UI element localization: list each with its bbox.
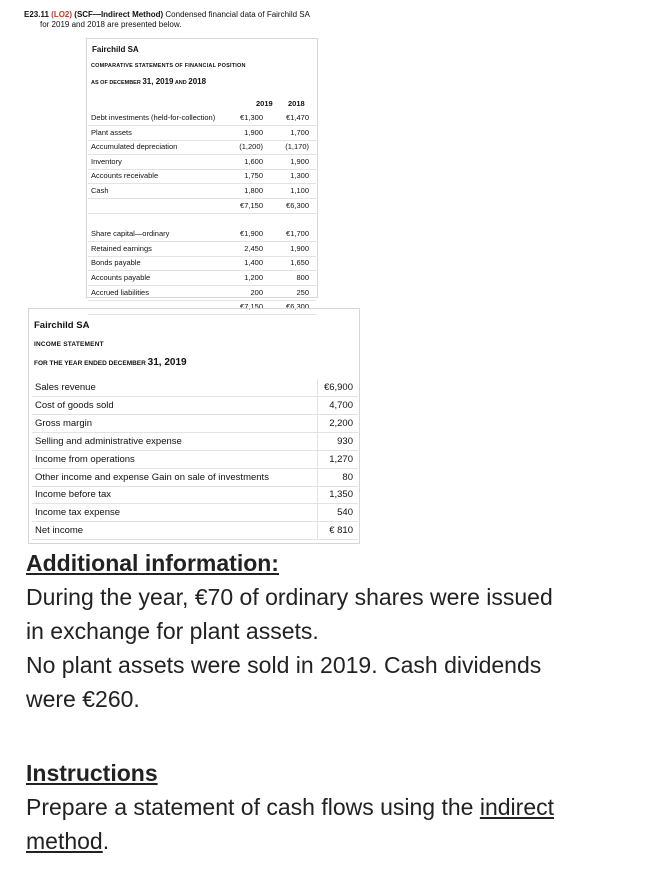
value-2018: (1,170)	[285, 142, 309, 152]
income-statement-title: INCOME STATEMENT	[34, 341, 104, 348]
additional-line-3: No plant assets were sold in 2019. Cash dividends	[26, 652, 542, 678]
additional-heading: Additional information:	[26, 550, 279, 576]
income-statement-row	[32, 451, 358, 469]
instructions-text-2	[26, 824, 636, 858]
balance-sheet-date-prefix: AS OF DECEMBER	[91, 80, 141, 86]
column-divider	[317, 415, 318, 432]
row-value: 1,350	[329, 489, 353, 501]
balance-sheet-row	[88, 286, 316, 301]
row-label: Accrued liabilities	[91, 287, 149, 297]
exercise-title: (SCF—Indirect Method)	[74, 10, 164, 19]
balance-sheet-row	[88, 184, 316, 199]
income-statement-row	[32, 486, 358, 504]
learning-objective: (LO2)	[51, 10, 73, 19]
balance-sheet-row	[88, 271, 316, 286]
column-divider	[317, 433, 318, 450]
value-2018: 1,100	[290, 186, 309, 195]
value-2018: €6,300	[286, 302, 309, 312]
value-2019: 2,450	[244, 243, 263, 253]
additional-line-2: in exchange for plant assets.	[26, 618, 319, 644]
row-label: Other income and expense Gain on sale of investments	[35, 471, 269, 483]
value-2018: 1,650	[290, 258, 309, 268]
exercise-title-line	[24, 10, 624, 20]
balance-sheet-company: Fairchild SA	[92, 45, 139, 54]
row-label: Accumulated depreciation	[91, 142, 178, 152]
row-label: Selling and administrative expense	[35, 435, 182, 447]
value-2018: €1,470	[286, 113, 309, 122]
balance-sheet-row	[88, 256, 316, 271]
income-statement-row	[32, 433, 358, 451]
value-2019: €1,300	[240, 113, 263, 122]
additional-line-4: were €260.	[26, 686, 140, 712]
row-label: Retained earnings	[91, 243, 152, 253]
exercise-header	[24, 10, 624, 30]
row-label: Income tax expense	[35, 507, 121, 519]
income-statement-row	[32, 522, 358, 540]
balance-sheet-date-and: AND	[174, 80, 187, 86]
exercise-code: E23.11	[24, 10, 49, 19]
instructions-text-start: Prepare a statement of cash flows using the	[26, 794, 480, 820]
income-statement-company: Fairchild SA	[34, 320, 90, 331]
column-header-2018: 2018	[288, 99, 305, 108]
balance-sheet-title: COMPARATIVE STATEMENTS OF FINANCIAL POSITION	[91, 63, 246, 69]
value-2018: 250	[296, 287, 309, 297]
row-value: 930	[337, 435, 353, 447]
value-2019: 1,800	[244, 186, 263, 195]
column-divider	[317, 379, 318, 396]
row-value: 1,270	[329, 453, 353, 465]
row-label: Gross margin	[35, 417, 93, 429]
row-label: Income before tax	[35, 489, 112, 501]
row-label: Accounts payable	[91, 273, 151, 282]
row-label: Sales revenue	[35, 382, 96, 393]
instructions-text	[26, 790, 636, 824]
row-value: €6,900	[323, 382, 353, 393]
income-statement-row	[32, 397, 358, 415]
value-2019: 1,600	[244, 156, 263, 166]
balance-sheet-row	[88, 111, 316, 126]
value-2018: €1,700	[286, 229, 309, 239]
income-statement-table	[28, 308, 360, 544]
value-2018: 800	[296, 273, 309, 282]
income-statement-row	[32, 379, 358, 397]
balance-sheet-row	[88, 140, 316, 155]
value-2019: €7,150	[240, 200, 263, 210]
balance-sheet-date	[91, 77, 206, 86]
income-statement-period-prefix: FOR THE YEAR ENDED DECEMBER	[34, 360, 146, 367]
instructions-heading: Instructions	[26, 760, 158, 786]
exercise-intro-2: for 2019 and 2018 are presented below.	[40, 20, 182, 29]
row-label: Cost of goods sold	[35, 399, 114, 411]
balance-sheet-row	[88, 199, 316, 214]
balance-sheet-row	[88, 169, 316, 184]
column-divider	[317, 451, 318, 468]
column-divider	[317, 397, 318, 414]
instructions	[26, 756, 636, 858]
income-statement-period	[34, 357, 187, 368]
income-statement-row	[32, 504, 358, 522]
row-label: Income from operations	[35, 453, 135, 465]
income-statement-row	[32, 415, 358, 433]
balance-sheet-row	[88, 155, 316, 170]
additional-line-1: During the year, €70 of ordinary shares were issued	[26, 584, 553, 610]
value-2019: €1,900	[240, 229, 263, 239]
row-label: Debt investments (held-for-collection)	[91, 113, 216, 122]
row-value: € 810	[329, 525, 353, 537]
value-2019: 1,200	[244, 273, 263, 282]
value-2018: 1,900	[290, 243, 309, 253]
column-header-2019: 2019	[256, 99, 273, 108]
row-label: Cash	[91, 186, 109, 195]
row-value: 540	[337, 507, 353, 519]
value-2019: 1,750	[244, 171, 263, 181]
value-2018: 1,900	[290, 156, 309, 166]
value-2019: 1,400	[244, 258, 263, 268]
column-divider	[317, 469, 318, 486]
balance-sheet-row	[88, 126, 316, 141]
row-label: Net income	[35, 525, 84, 537]
value-2019: (1,200)	[239, 142, 263, 152]
value-2018: 1,300	[290, 171, 309, 181]
value-2019: €7,150	[240, 302, 263, 312]
column-divider	[317, 504, 318, 521]
row-value: 4,700	[329, 399, 353, 411]
row-label: Accounts receivable	[91, 171, 159, 181]
instructions-link-method: method	[26, 828, 103, 854]
column-divider	[317, 486, 318, 503]
row-label: Plant assets	[91, 127, 132, 137]
row-label: Bonds payable	[91, 258, 141, 268]
value-2018: 1,700	[290, 127, 309, 137]
row-value: 2,200	[329, 417, 353, 429]
exercise-intro-1: Condensed financial data of Fairchild SA	[165, 10, 310, 19]
instructions-link-indirect: indirect	[479, 794, 555, 820]
additional-information	[26, 546, 636, 716]
instructions-text-end: .	[102, 828, 110, 854]
value-2019: 200	[250, 287, 263, 297]
income-statement-period-bold: 31, 2019	[147, 357, 187, 368]
row-label: Inventory	[91, 156, 122, 166]
value-2018: €6,300	[286, 200, 309, 210]
balance-sheet-row	[88, 227, 316, 242]
value-2019: 1,900	[244, 127, 263, 137]
balance-sheet-row	[88, 242, 316, 257]
income-statement-row	[32, 469, 358, 487]
balance-sheet-date-bold: 31, 2019	[142, 77, 174, 86]
row-label: Share capital—ordinary	[91, 229, 170, 239]
column-divider	[317, 522, 318, 539]
balance-sheet-table	[86, 38, 318, 312]
balance-sheet-date-year2: 2018	[188, 77, 207, 86]
row-value: 80	[342, 471, 353, 483]
